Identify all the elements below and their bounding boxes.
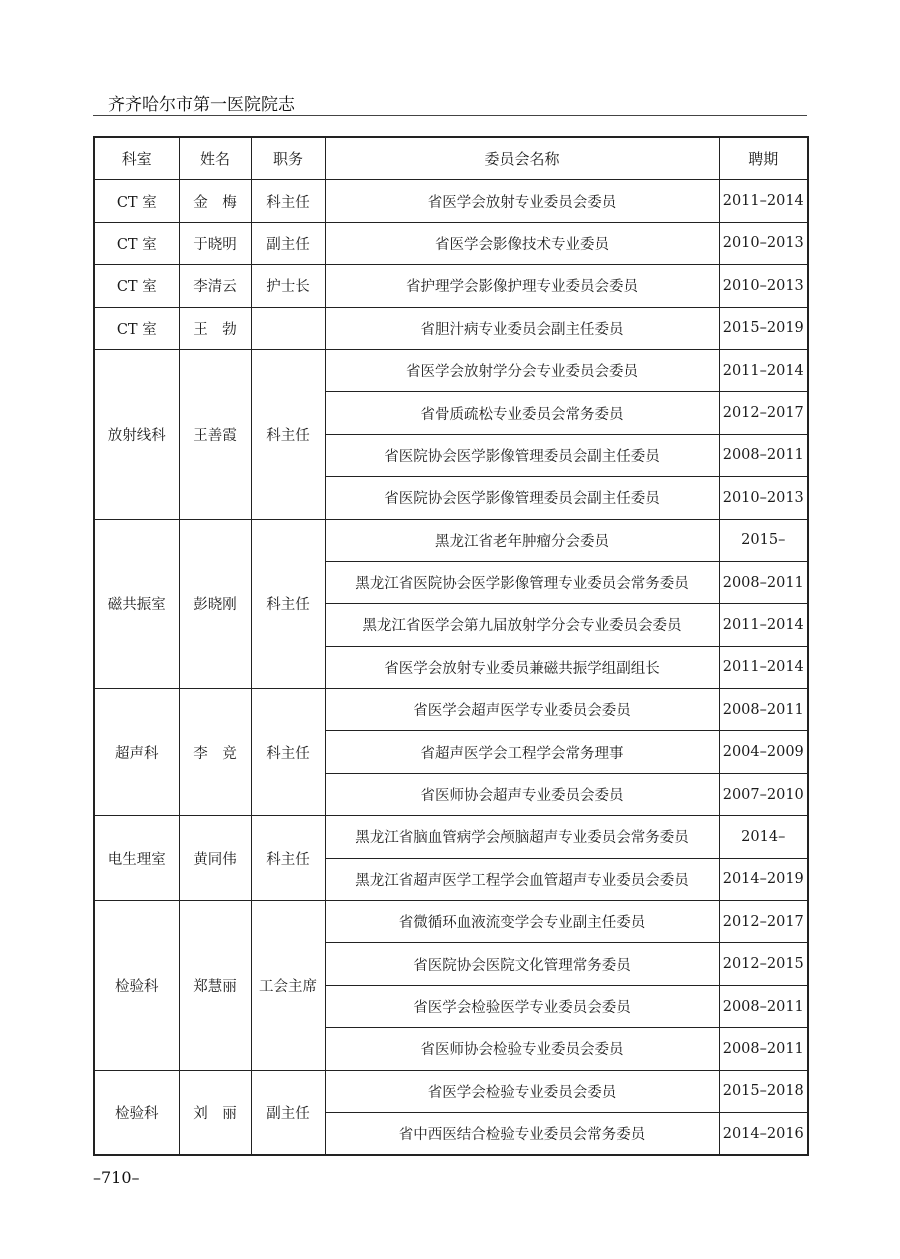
cell-dept: 检验科 (94, 901, 179, 1071)
table-body (94, 180, 808, 1155)
cell-dept: CT 室 (94, 222, 179, 264)
column-header-dept: 科室 (94, 137, 179, 180)
cell-term: 2010–2013 (719, 477, 808, 519)
table-row (94, 519, 808, 561)
cell-committee: 省骨质疏松专业委员会常务委员 (325, 392, 719, 434)
cell-committee: 省超声医学会工程学会常务理事 (325, 731, 719, 773)
cell-committee: 省医学会超声医学专业委员会委员 (325, 689, 719, 731)
table-row (94, 265, 808, 307)
column-header-position: 职务 (251, 137, 325, 180)
cell-name: 金 梅 (179, 180, 251, 222)
cell-name: 刘 丽 (179, 1070, 251, 1155)
cell-committee: 省医学会放射学分会专业委员会委员 (325, 349, 719, 391)
table-row (94, 222, 808, 264)
cell-position: 科主任 (251, 689, 325, 816)
cell-name: 黄同伟 (179, 816, 251, 901)
table-row (94, 307, 808, 349)
cell-term: 2011–2014 (719, 180, 808, 222)
cell-position: 科主任 (251, 519, 325, 689)
cell-name: 郑慧丽 (179, 901, 251, 1071)
page-number: –710– (93, 1168, 140, 1187)
cell-position: 科主任 (251, 349, 325, 519)
cell-committee: 黑龙江省老年肿瘤分会委员 (325, 519, 719, 561)
cell-position: 副主任 (251, 1070, 325, 1155)
committee-membership-table (93, 136, 809, 1156)
cell-term: 2010–2013 (719, 222, 808, 264)
cell-term: 2015– (719, 519, 808, 561)
cell-term: 2008–2011 (719, 1028, 808, 1070)
cell-committee: 省医学会检验专业委员会委员 (325, 1070, 719, 1112)
cell-committee: 省医学会放射专业委员会委员 (325, 180, 719, 222)
cell-name: 李 竞 (179, 689, 251, 816)
cell-term: 2015–2019 (719, 307, 808, 349)
cell-position: 科主任 (251, 816, 325, 901)
cell-committee: 省中西医结合检验专业委员会常务委员 (325, 1112, 719, 1155)
cell-term: 2014– (719, 816, 808, 858)
cell-committee: 黑龙江省医学会第九届放射学分会专业委员会委员 (325, 604, 719, 646)
cell-term: 2008–2011 (719, 985, 808, 1027)
cell-term: 2014–2016 (719, 1112, 808, 1155)
table-row (94, 180, 808, 222)
cell-term: 2011–2014 (719, 604, 808, 646)
column-header-committee: 委员会名称 (325, 137, 719, 180)
cell-committee: 黑龙江省超声医学工程学会血管超声专业委员会委员 (325, 858, 719, 900)
cell-term: 2010–2013 (719, 265, 808, 307)
cell-dept: 电生理室 (94, 816, 179, 901)
cell-committee: 省医院协会医学影像管理委员会副主任委员 (325, 477, 719, 519)
cell-committee: 省医师协会超声专业委员会委员 (325, 773, 719, 815)
cell-committee: 黑龙江省脑血管病学会颅脑超声专业委员会常务委员 (325, 816, 719, 858)
cell-committee: 省医学会检验医学专业委员会委员 (325, 985, 719, 1027)
header-rule (93, 115, 807, 116)
cell-committee: 省医院协会医学影像管理委员会副主任委员 (325, 434, 719, 476)
cell-position: 副主任 (251, 222, 325, 264)
cell-committee: 黑龙江省医院协会医学影像管理专业委员会常务委员 (325, 561, 719, 603)
cell-term: 2015–2018 (719, 1070, 808, 1112)
cell-position (251, 307, 325, 349)
cell-term: 2008–2011 (719, 689, 808, 731)
column-header-name: 姓名 (179, 137, 251, 180)
cell-committee: 省医学会影像技术专业委员 (325, 222, 719, 264)
cell-name: 李清云 (179, 265, 251, 307)
table-row (94, 816, 808, 858)
cell-dept: 磁共振室 (94, 519, 179, 689)
cell-term: 2011–2014 (719, 646, 808, 688)
cell-term: 2014–2019 (719, 858, 808, 900)
cell-term: 2012–2015 (719, 943, 808, 985)
cell-name: 王善霞 (179, 349, 251, 519)
cell-position: 科主任 (251, 180, 325, 222)
cell-dept: CT 室 (94, 307, 179, 349)
cell-dept: 检验科 (94, 1070, 179, 1155)
cell-term: 2011–2014 (719, 349, 808, 391)
cell-position: 护士长 (251, 265, 325, 307)
cell-term: 2007–2010 (719, 773, 808, 815)
cell-term: 2008–2011 (719, 434, 808, 476)
cell-name: 于晓明 (179, 222, 251, 264)
table-row (94, 901, 808, 943)
table-row (94, 1070, 808, 1112)
table-row (94, 349, 808, 391)
cell-dept: 超声科 (94, 689, 179, 816)
column-header-term: 聘期 (719, 137, 808, 180)
cell-committee: 省微循环血液流变学会专业副主任委员 (325, 901, 719, 943)
cell-name: 彭晓刚 (179, 519, 251, 689)
cell-term: 2004–2009 (719, 731, 808, 773)
cell-name: 王 勃 (179, 307, 251, 349)
cell-term: 2012–2017 (719, 901, 808, 943)
cell-term: 2012–2017 (719, 392, 808, 434)
cell-committee: 省医学会放射专业委员兼磁共振学组副组长 (325, 646, 719, 688)
table-row (94, 689, 808, 731)
cell-committee: 省护理学会影像护理专业委员会委员 (325, 265, 719, 307)
cell-position: 工会主席 (251, 901, 325, 1071)
cell-term: 2008–2011 (719, 561, 808, 603)
cell-committee: 省医师协会检验专业委员会委员 (325, 1028, 719, 1070)
table-header-row (94, 137, 808, 180)
cell-dept: 放射线科 (94, 349, 179, 519)
cell-dept: CT 室 (94, 180, 179, 222)
cell-committee: 省医院协会医院文化管理常务委员 (325, 943, 719, 985)
cell-dept: CT 室 (94, 265, 179, 307)
cell-committee: 省胆汁病专业委员会副主任委员 (325, 307, 719, 349)
running-header-title: 齐齐哈尔市第一医院院志 (108, 95, 295, 115)
